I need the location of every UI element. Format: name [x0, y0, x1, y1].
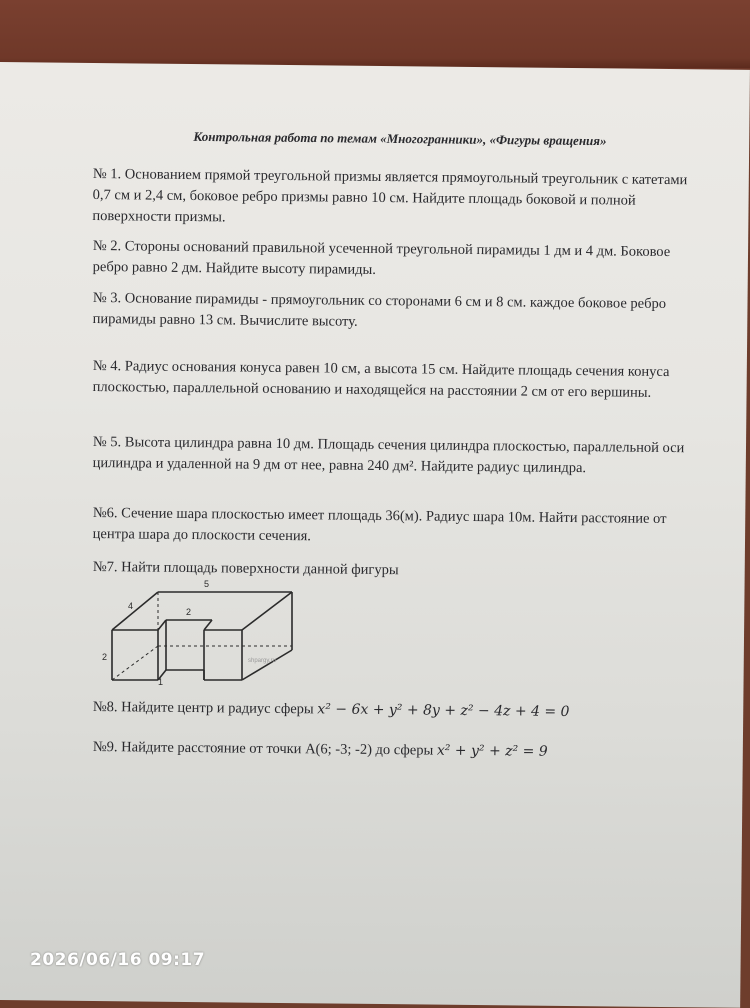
task-8	[93, 697, 698, 724]
task-6-text: №6. Сечение шара плоскостью имеет площадь 36(м). Радиус шара 10м. Найти расстояние от центра шара до плоскости сечения.	[92, 504, 667, 545]
document-title: Контрольная работа по темам «Многогранники», «Фигуры вращения»	[193, 128, 607, 149]
task-4-text: № 4. Радиус основания конуса равен 10 см, а высота 15 см. Найдите площадь сечения конуса плоскостью, параллельной основанию и находящейся на расстоянии 2 см от его вершины.	[92, 357, 670, 401]
figure-label-notch: 2	[186, 607, 192, 617]
camera-timestamp: 2026/06/16 09:17	[30, 950, 206, 970]
figure-label-depth: 4	[128, 601, 134, 611]
task-3-text: № 3. Основание пирамиды - прямоугольник со сторонами 6 см и 8 см. каждое боковое ребро пирамиды равно 13 см. Вычислите высоту.	[92, 289, 667, 330]
task-2	[93, 236, 698, 284]
task-9	[93, 737, 698, 764]
task-7-text: №7. Найти площадь поверхности данной фигуры	[92, 558, 399, 579]
task-9-formula: x² + y² + z² = 9	[436, 742, 548, 760]
task-5	[93, 432, 698, 480]
figure-watermark: shpargy.ru	[248, 658, 276, 664]
task-1	[92, 164, 698, 233]
task-9-text: №9. Найдите расстояние от точки А(6; -3; -2) до сферы	[92, 738, 437, 759]
figure-label-height: 2	[102, 652, 108, 662]
task-1-text: № 1. Основанием прямой треугольной призмы является прямоугольный треугольник с катетами 0,7 см и 2,4 см, боковое ребро призмы равно 10 см. Найдите площадь боковой и полной поверхности призмы.	[92, 165, 688, 226]
polyhedron-figure	[100, 576, 330, 688]
task-2-text: № 2. Стороны оснований правильной усеченной треугольной пирамиды 1 дм и 4 дм. Боковое ребро равно 2 дм. Найдите высоту пирамиды.	[92, 237, 671, 278]
task-8-formula: x² − 6x + y² + 8y + z² − 4z + 4 = 0	[317, 701, 570, 720]
task-8-text: №8. Найдите центр и радиус сферы	[92, 698, 318, 718]
task-4	[93, 356, 698, 404]
figure-label-top: 5	[204, 579, 210, 589]
task-6	[93, 503, 698, 551]
task-5-text: № 5. Высота цилиндра равна 10 дм. Площадь сечения цилиндра плоскостью, параллельной оси цилиндра и удаленной на 9 дм от нее, равна 240 дм². Найдите радиус цилиндра.	[92, 433, 685, 477]
task-3	[93, 288, 698, 336]
figure-label-bottom: 1	[158, 677, 164, 687]
